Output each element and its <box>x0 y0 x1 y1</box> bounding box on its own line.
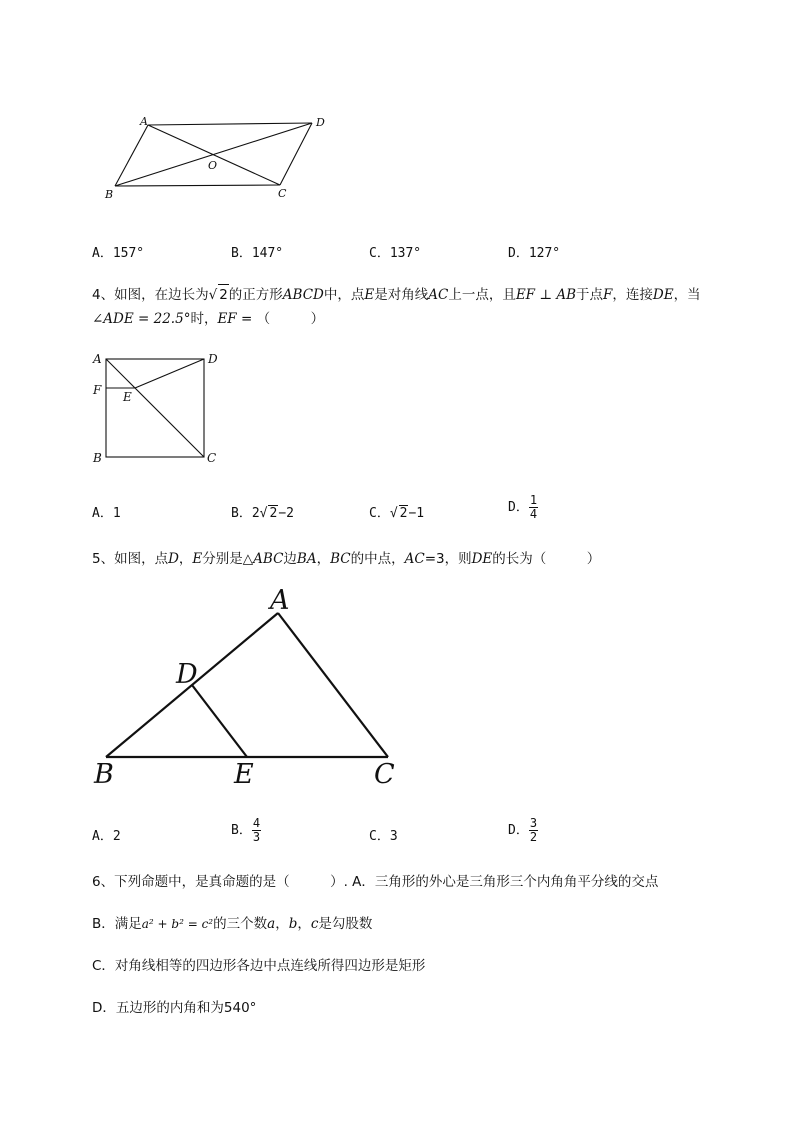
q6-option-b <box>92 914 752 934</box>
q4-de: DE <box>652 287 674 303</box>
segment-de <box>192 685 247 757</box>
q5-text: ， <box>316 551 331 567</box>
q5-option-d <box>508 817 538 844</box>
q6-text: B．满足 <box>92 916 142 932</box>
sqrt-symbol: √ <box>389 506 398 521</box>
q5-point-d: D <box>168 551 179 567</box>
label-d: D <box>208 352 218 366</box>
q5-abc: ABC <box>253 551 284 567</box>
q5-text: 分别是△ <box>202 551 254 567</box>
q4-text: 中，点 <box>323 287 365 303</box>
q6-text: ， <box>275 916 289 932</box>
q5-option-d-text: D． <box>508 823 529 838</box>
q4-option-b-radicand: 2 <box>269 506 278 521</box>
sqrt-symbol: √ <box>208 287 218 303</box>
side-bc <box>115 185 280 186</box>
q5-option-b <box>231 817 261 844</box>
q4-point-e: E <box>364 287 375 303</box>
q5-option-c: C．3 <box>369 829 398 844</box>
q5-de: DE <box>471 551 493 567</box>
label-b: B <box>93 451 102 465</box>
q3-option-c: C．137° <box>369 246 422 261</box>
q4-text: 4、如图，在边长为 <box>92 287 209 303</box>
q3-option-a: A．157° <box>92 246 145 261</box>
numerator: 3 <box>529 816 538 830</box>
fraction <box>529 494 538 521</box>
q4-ac: AC <box>428 287 449 303</box>
label-c: C <box>207 451 217 465</box>
q4-sqrt-value: 2 <box>218 284 229 305</box>
q5-triangle-figure <box>90 585 410 790</box>
q4-text: ，当 <box>673 287 701 303</box>
q4-option-d <box>508 494 538 521</box>
q4-square-figure <box>88 348 228 470</box>
q4-stem <box>92 284 752 305</box>
q5-text: =3，则 <box>424 551 472 567</box>
q4-text: = （ ） <box>236 311 325 327</box>
denominator: 3 <box>252 830 261 844</box>
q4-text: 于点 <box>576 287 603 303</box>
sqrt-symbol: √ <box>259 506 268 521</box>
q5-stem <box>92 549 752 569</box>
label-a: A <box>140 115 148 128</box>
q3-parallelogram-figure <box>100 112 340 207</box>
q4-option-c-text: −1 <box>408 506 425 521</box>
q4-point-f: F <box>603 287 613 303</box>
label-a: A <box>93 352 102 366</box>
q4-option-c-radicand: 2 <box>399 506 408 521</box>
q4-option-a: A．1 <box>92 506 121 521</box>
diagonal-ac <box>148 125 280 185</box>
q6-formula: a² + b² = c² <box>141 917 214 931</box>
q5-option-a: A．2 <box>92 829 121 844</box>
label-e: E <box>123 390 132 404</box>
q6-option-d: D．五边形的内角和为540° <box>92 1000 257 1016</box>
q4-option-c <box>369 502 424 521</box>
q5-ac: AC <box>404 551 425 567</box>
q4-option-c-text: C． <box>369 506 390 521</box>
q6-text: 的三个数 <box>213 916 268 932</box>
side-dc <box>280 123 312 185</box>
q4-ef-perp-ab: EF ⊥ AB <box>515 287 576 303</box>
label-b: B <box>94 759 114 790</box>
q5-ba: BA <box>296 551 317 567</box>
label-b: B <box>105 188 114 201</box>
q4-stem-line2 <box>92 309 752 329</box>
q4-option-b <box>231 502 294 521</box>
q5-text: 的中点， <box>350 551 405 567</box>
q4-option-b-text: B．2 <box>231 506 260 521</box>
q3-option-b: B．147° <box>231 246 284 261</box>
fraction <box>252 817 261 844</box>
q4-text: 是对角线 <box>374 287 429 303</box>
q4-abcd: ABCD <box>282 287 324 303</box>
q5-text: 5、如图，点 <box>92 551 169 567</box>
q4-ef: EF <box>217 311 237 327</box>
q6-var-b: b <box>288 916 298 932</box>
q4-text: 的正方形 <box>228 287 283 303</box>
label-c: C <box>278 187 287 200</box>
label-d: D <box>176 659 198 690</box>
q6-option-c: C．对角线相等的四边形各边中点连线所得四边形是矩形 <box>92 958 426 974</box>
diagonal-ac <box>106 359 204 457</box>
label-e: E <box>234 759 254 790</box>
segment-de <box>135 359 204 388</box>
side-ad <box>148 123 312 125</box>
q6-text: ， <box>297 916 311 932</box>
q4-text: ，连接 <box>612 287 653 303</box>
label-a: A <box>270 585 290 616</box>
q6-text: 是勾股数 <box>318 916 373 932</box>
q5-text: 边 <box>283 551 297 567</box>
q6-stem: 6、下列命题中，是真命题的是（ ）. A．三角形的外心是三角形三个内角角平分线的交点 <box>92 874 659 890</box>
q4-text: 上一点，且 <box>448 287 516 303</box>
q5-bc: BC <box>330 551 351 567</box>
q5-text: 的长为（ ） <box>492 551 601 567</box>
label-f: F <box>93 383 102 397</box>
q5-text: ， <box>178 551 193 567</box>
q6-var-c: c <box>310 916 319 932</box>
q4-text: 时， <box>190 311 218 327</box>
numerator: 1 <box>529 493 538 507</box>
q4-angle: ∠ADE = 22.5° <box>92 311 191 327</box>
label-o: O <box>208 159 218 172</box>
denominator: 2 <box>529 830 538 844</box>
q6-var-a: a <box>267 916 276 932</box>
label-d: D <box>316 116 325 129</box>
q4-option-d-text: D． <box>508 500 529 515</box>
q3-option-d: D．127° <box>508 246 561 261</box>
label-c: C <box>374 759 395 790</box>
fraction <box>529 817 538 844</box>
q5-point-e: E <box>192 551 203 567</box>
numerator: 4 <box>252 816 261 830</box>
q5-option-b-text: B． <box>231 823 252 838</box>
q4-option-b-text: −2 <box>278 506 294 521</box>
denominator: 4 <box>529 507 538 521</box>
side-ac <box>278 613 388 757</box>
